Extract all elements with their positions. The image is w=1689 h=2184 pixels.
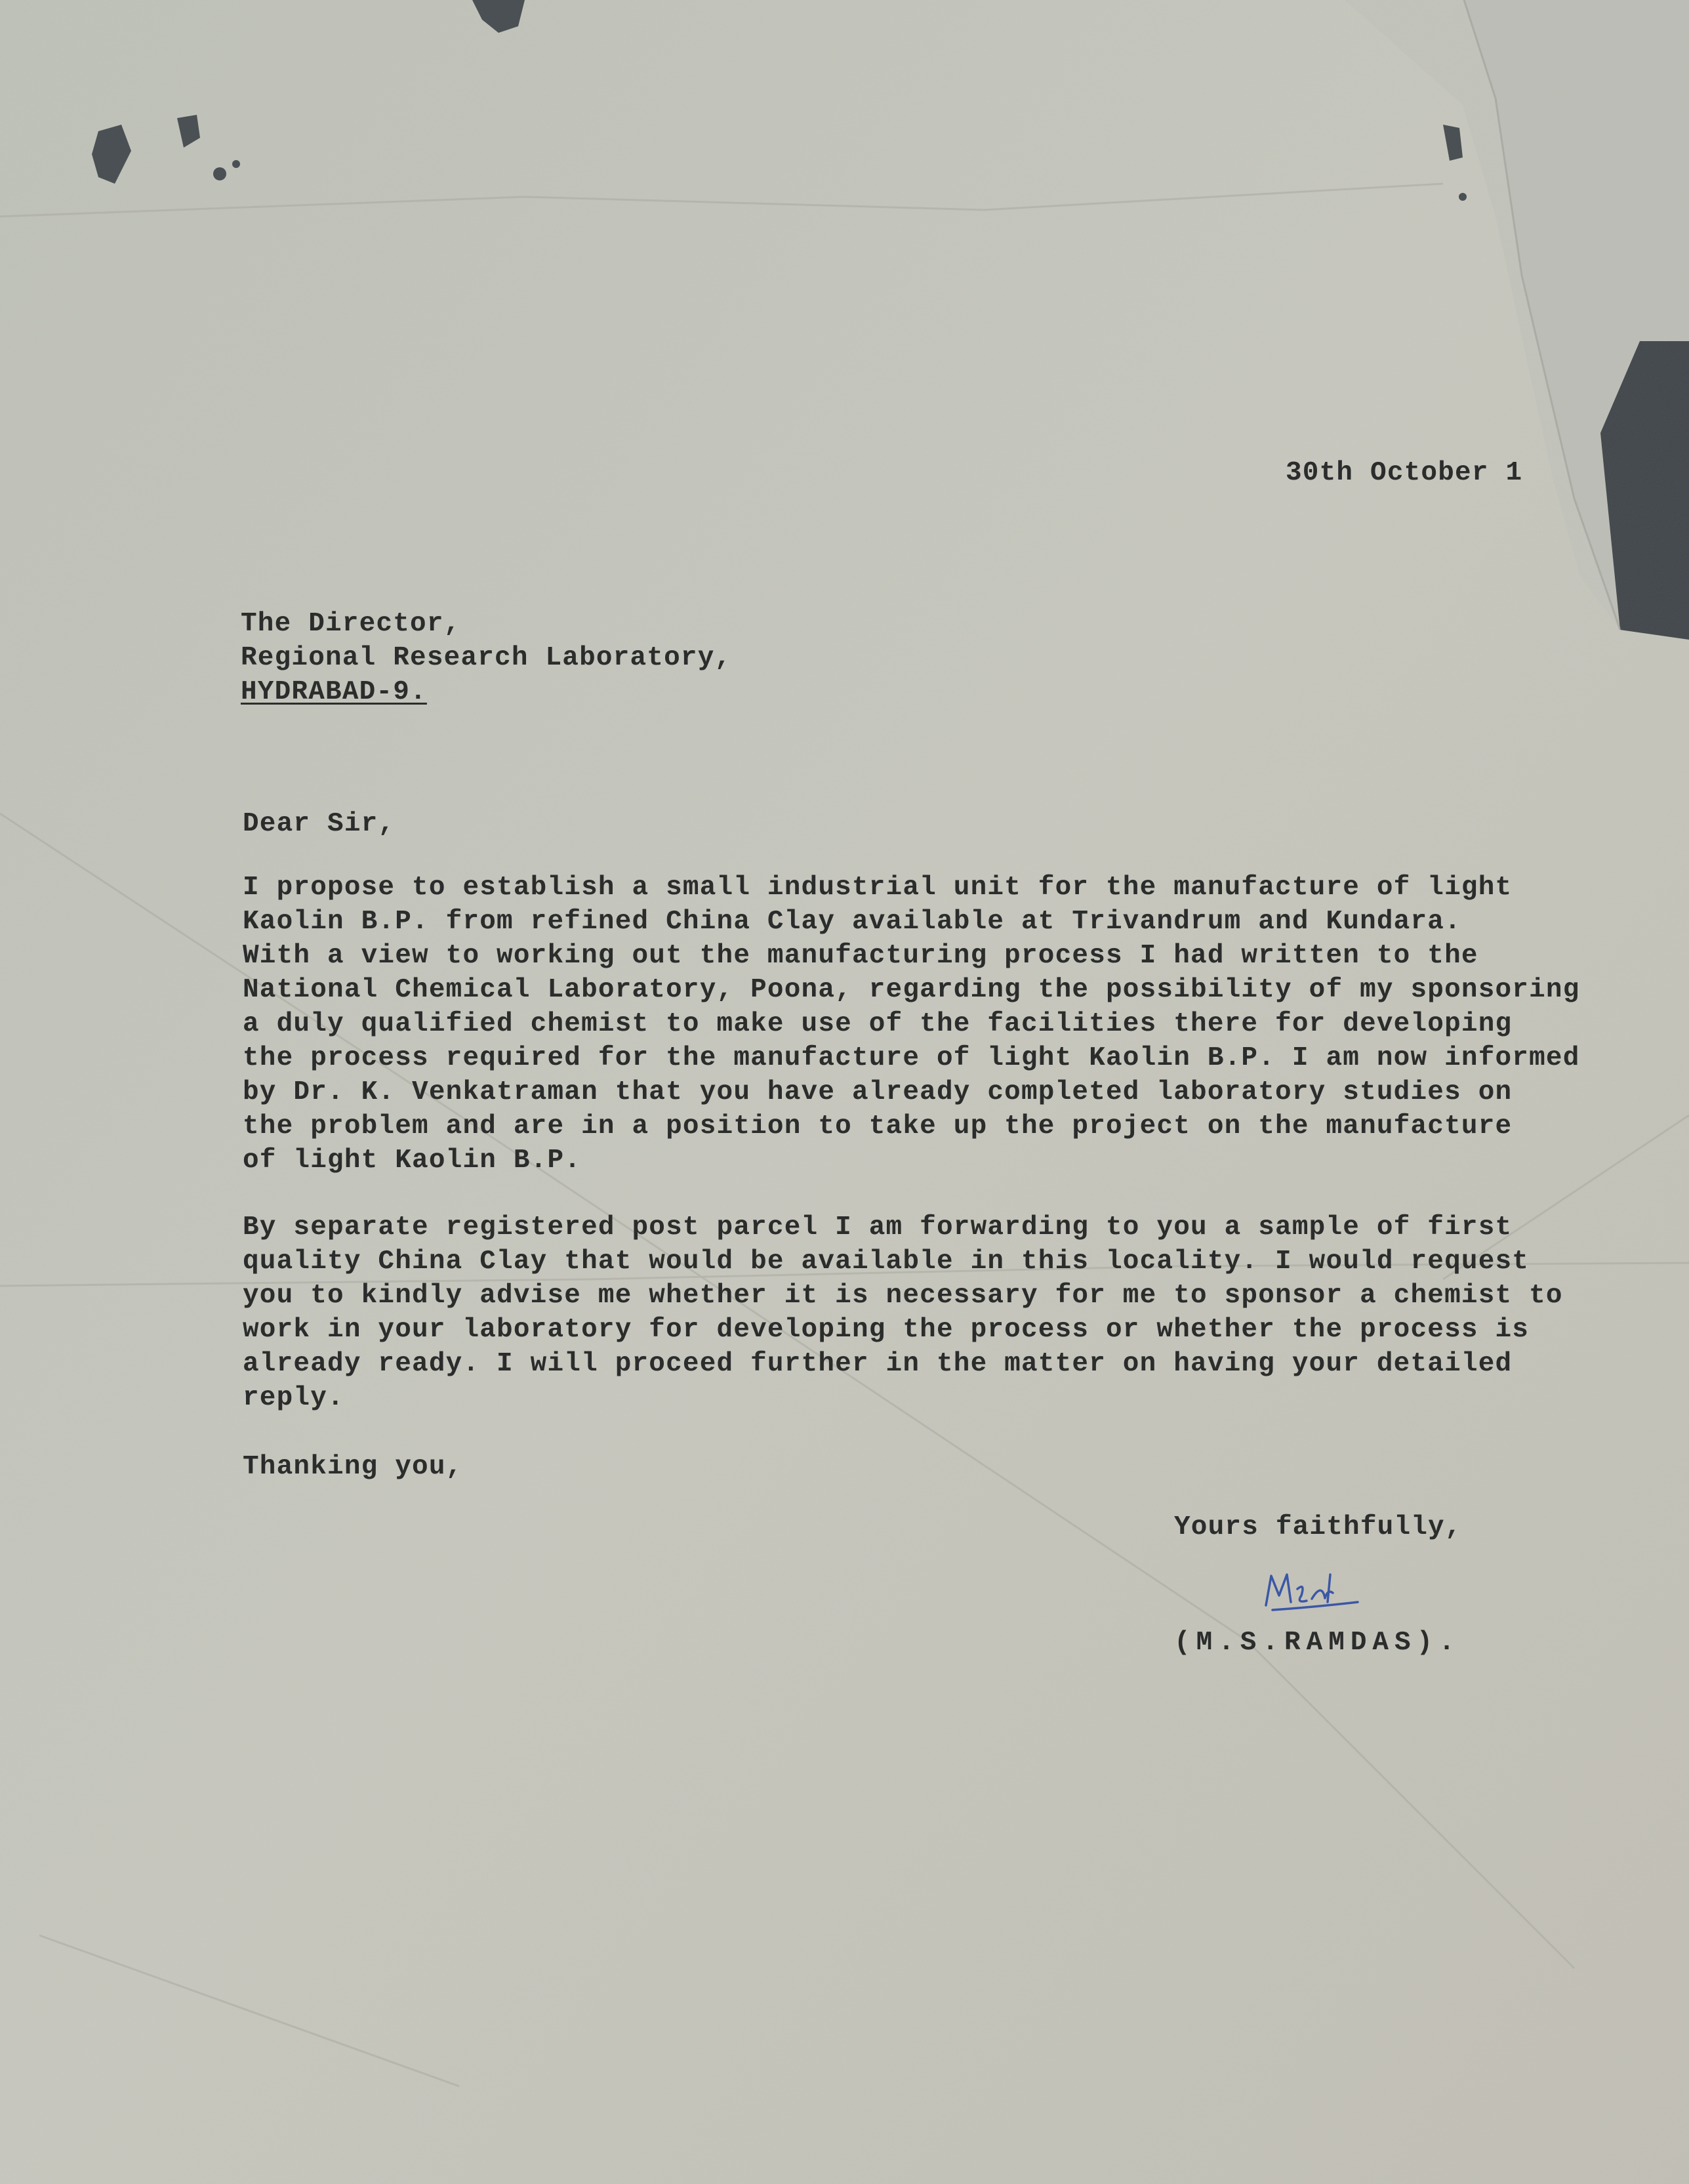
paragraph-line: already ready. I will proceed further in the matter on having your detailed <box>243 1349 1513 1379</box>
recipient-address <box>241 607 731 709</box>
handwritten-initials <box>1259 1569 1364 1622</box>
recipient-title: The Director, <box>241 609 461 639</box>
paragraph-line: reply. <box>243 1383 344 1413</box>
salutation: Dear Sir, <box>243 809 396 839</box>
paragraph-line: a duly qualified chemist to make use of the facilities there for developing <box>243 1009 1513 1039</box>
paragraph-line: of light Kaolin B.P. <box>243 1145 582 1176</box>
paragraph-line: work in your laboratory for developing the process or whether the process is <box>243 1315 1530 1345</box>
paragraph-line: by Dr. K. Venkatraman that you have already completed laboratory studies on <box>243 1077 1513 1107</box>
paragraph-line: Kaolin B.P. from refined China Clay available at Trivandrum and Kundara. <box>243 907 1461 937</box>
letter-date: 30th October 1 <box>1286 458 1523 488</box>
paragraph-line: National Chemical Laboratory, Poona, regarding the possibility of my sponsoring <box>243 975 1580 1005</box>
paragraph-line: By separate registered post parcel I am forwarding to you a sample of first <box>243 1212 1513 1243</box>
recipient-organization: Regional Research Laboratory, <box>241 643 732 673</box>
signer-name: (M.S.RAMDAS). <box>1174 1628 1461 1658</box>
paragraph-1 <box>243 871 1580 1178</box>
closing-line: Thanking you, <box>243 1452 463 1482</box>
paragraph-2 <box>243 1210 1563 1415</box>
paragraph-line: I propose to establish a small industrial unit for the manufacture of light <box>243 873 1513 903</box>
paragraph-line: the process required for the manufacture of light Kaolin B.P. I am now informed <box>243 1043 1580 1073</box>
recipient-city: HYDRABAD-9. <box>241 677 427 707</box>
signoff: Yours faithfully, <box>1174 1512 1462 1542</box>
paragraph-line: With a view to working out the manufacturing process I had written to the <box>243 941 1478 971</box>
paragraph-line: quality China Clay that would be available in this locality. I would request <box>243 1247 1530 1277</box>
paragraph-line: you to kindly advise me whether it is necessary for me to sponsor a chemist to <box>243 1281 1563 1311</box>
paragraph-line: the problem and are in a position to take up the project on the manufacture <box>243 1111 1513 1142</box>
